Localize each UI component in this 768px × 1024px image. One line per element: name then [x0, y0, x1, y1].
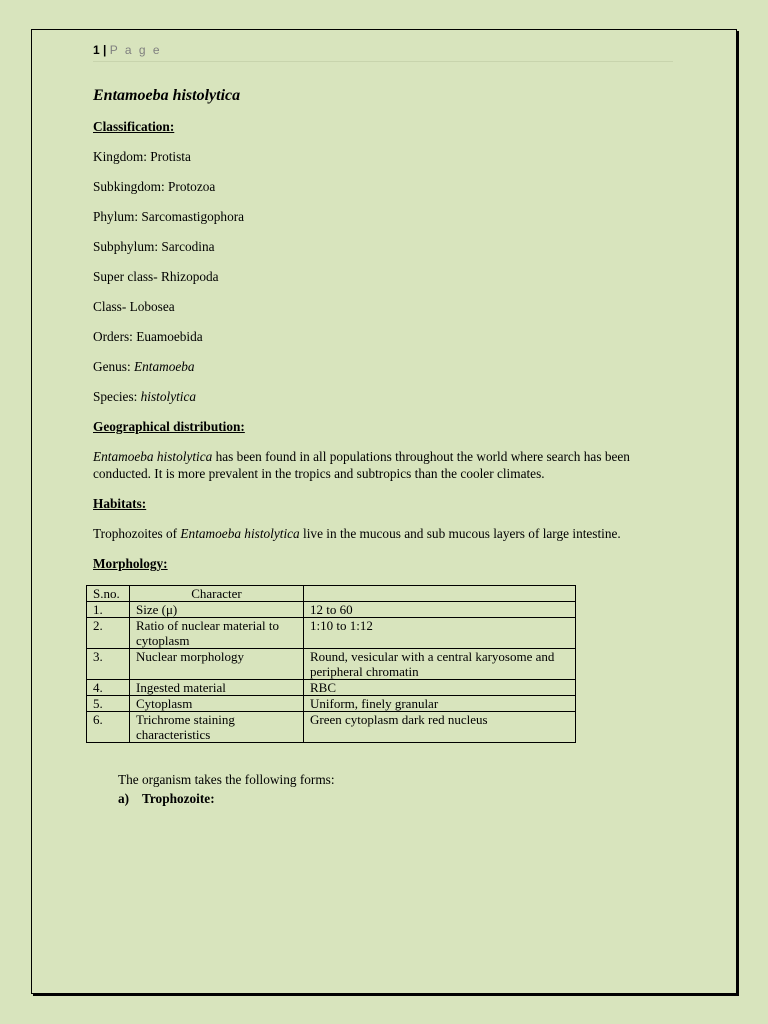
- table-row: [87, 680, 576, 696]
- classification-label: Class-: [93, 299, 130, 314]
- table-cell: Cytoplasm: [130, 696, 304, 712]
- table-cell: Trichrome staining characteristics: [130, 712, 304, 743]
- classification-value: Rhizopoda: [160, 269, 219, 284]
- classification-label: Species:: [93, 389, 141, 404]
- classification-value: Lobosea: [129, 299, 175, 314]
- document-body: [93, 86, 683, 807]
- habitats-heading: Habitats:: [93, 496, 147, 511]
- table-cell: Ingested material: [130, 680, 304, 696]
- classification-value: Sarcodina: [161, 239, 215, 254]
- geo-text: has been found in all populations throughout the world where search has been conducted. It is more prevalent in the tropics and subtropics than the cooler climates.: [93, 449, 630, 481]
- table-header-cell: [304, 586, 576, 602]
- classification-label: Phylum:: [93, 209, 142, 224]
- forms-item-label: a): [118, 791, 130, 806]
- classification-item: [93, 388, 683, 405]
- morphology-table: [86, 585, 576, 743]
- table-cell: 1:10 to 1:12: [304, 618, 576, 649]
- habitats-text-post: live in the mucous and sub mucous layers of large intestine.: [299, 526, 621, 541]
- table-row: [87, 618, 576, 649]
- forms-item-text: Trophozoite:: [142, 791, 215, 806]
- classification-label: Subphylum:: [93, 239, 162, 254]
- document-title: Entamoeba histolytica: [93, 87, 241, 104]
- table-cell: 4.: [87, 680, 130, 696]
- table-cell: 5.: [87, 696, 130, 712]
- habitats-paragraph: [93, 525, 683, 542]
- table-header-cell: Character: [130, 586, 304, 602]
- classification-item: [93, 238, 683, 255]
- table-cell: Nuclear morphology: [130, 649, 304, 680]
- morphology-heading: Morphology:: [93, 556, 168, 571]
- classification-value: histolytica: [140, 389, 197, 404]
- page-label: P a g e: [109, 43, 162, 57]
- table-header-row: [87, 586, 576, 602]
- table-cell: Uniform, finely granular: [304, 696, 576, 712]
- table-cell: Round, vesicular with a central karyosome and peripheral chromatin: [304, 649, 576, 680]
- classification-item: [93, 358, 683, 375]
- classification-value: Entamoeba: [134, 359, 195, 374]
- classification-item: [93, 268, 683, 285]
- page-header: [93, 43, 673, 62]
- table-cell: 1.: [87, 602, 130, 618]
- page-separator: |: [103, 43, 107, 57]
- classification-label: Orders:: [93, 329, 137, 344]
- classification-value: Protozoa: [168, 179, 216, 194]
- classification-item: [93, 298, 683, 315]
- classification-label: Genus:: [93, 359, 134, 374]
- table-cell: 3.: [87, 649, 130, 680]
- forms-section: [118, 771, 683, 807]
- classification-label: Subkingdom:: [93, 179, 168, 194]
- table-row: [87, 602, 576, 618]
- forms-intro: The organism takes the following forms:: [118, 772, 335, 787]
- classification-item: [93, 328, 683, 345]
- table-cell: Ratio of nuclear material to cytoplasm: [130, 618, 304, 649]
- classification-list: [93, 148, 683, 405]
- geo-paragraph: [93, 448, 683, 482]
- classification-item: [93, 208, 683, 225]
- table-row: [87, 649, 576, 680]
- table-cell: 2.: [87, 618, 130, 649]
- habitats-species-name: Entamoeba histolytica: [180, 526, 300, 541]
- forms-item: [118, 790, 683, 807]
- classification-label: Super class-: [93, 269, 161, 284]
- classification-item: [93, 178, 683, 195]
- classification-value: Euamoebida: [136, 329, 203, 344]
- classification-value: Sarcomastigophora: [141, 209, 245, 224]
- geo-species-name: Entamoeba histolytica: [93, 449, 213, 464]
- habitats-text-pre: Trophozoites of: [93, 526, 181, 541]
- classification-item: [93, 148, 683, 165]
- table-cell: Size (μ): [130, 602, 304, 618]
- geo-heading: Geographical distribution:: [93, 419, 245, 434]
- table-row: [87, 712, 576, 743]
- classification-heading: Classification:: [93, 119, 175, 134]
- table-header-cell: S.no.: [87, 586, 130, 602]
- page-number: 1: [93, 43, 100, 57]
- classification-value: Protista: [150, 149, 191, 164]
- table-cell: 6.: [87, 712, 130, 743]
- table-cell: Green cytoplasm dark red nucleus: [304, 712, 576, 743]
- table-row: [87, 696, 576, 712]
- classification-label: Kingdom:: [93, 149, 151, 164]
- table-cell: 12 to 60: [304, 602, 576, 618]
- table-cell: RBC: [304, 680, 576, 696]
